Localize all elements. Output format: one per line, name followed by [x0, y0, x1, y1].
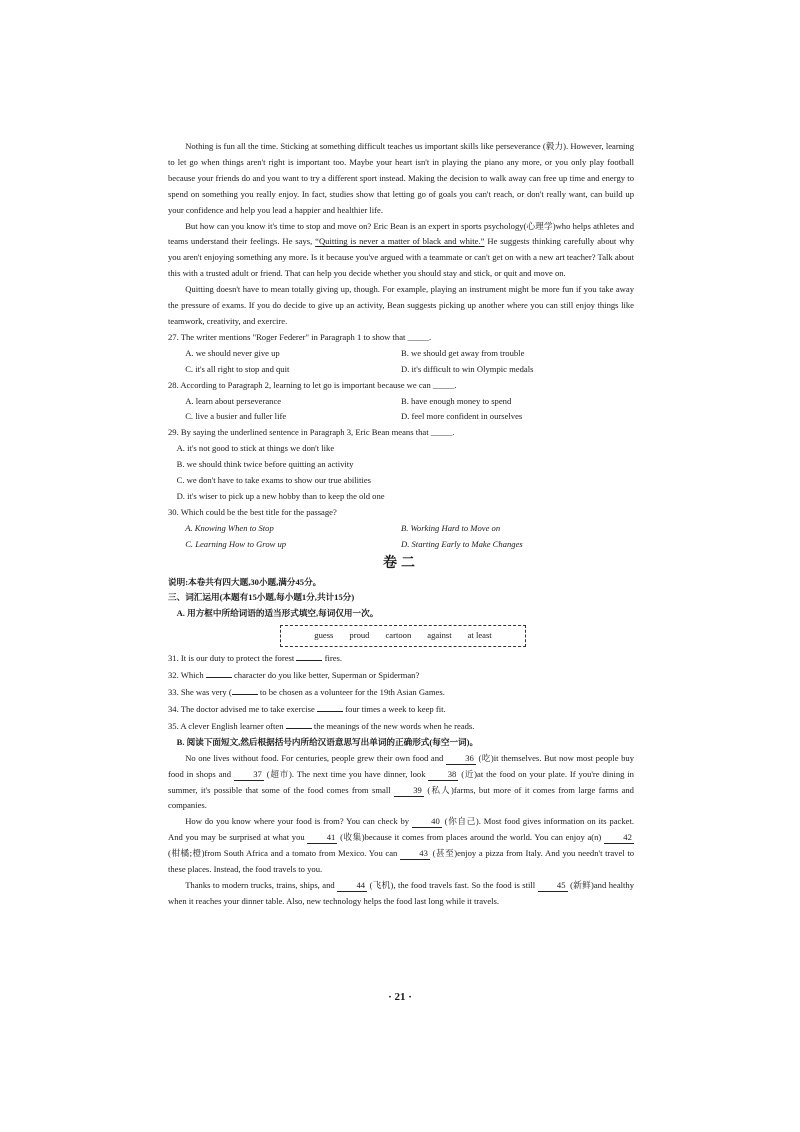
- question-29: [168, 425, 634, 505]
- cloze-text: (近)at the food on your plate. If you're dining in summer, it's possible that some of the food comes from small: [168, 768, 634, 795]
- cloze-text: How do you know where your food is from? You can check by: [185, 816, 410, 827]
- word-bank-box: [280, 625, 526, 647]
- fill-item-31: [168, 650, 634, 667]
- paragraph-2-rest: He suggests thinking carefully about why you aren't enjoying something any more. Is it because you've argued with a teammate or can't get on with a new art teacher? Talk about this with a trusted adult or friend. That can help you decide whether you should stay and stick, or quit and move on.: [168, 236, 634, 279]
- cloze-text: (新鲜)and healthy when it reaches your dinner table. Also, new technology helps the food last long while it travels.: [168, 879, 635, 906]
- section-title: 卷二: [383, 555, 419, 571]
- cloze-text: (飞机), the food travels fast. So the food is still: [369, 879, 536, 890]
- word-bank-item: at least: [467, 630, 492, 641]
- option-d: D. it's wiser to pick up a new hobby than to keep the old one: [176, 490, 385, 501]
- question-28: [168, 378, 634, 426]
- option-c: C. Learning How to Grow up: [185, 538, 287, 549]
- blank-37[interactable]: 37: [234, 768, 264, 781]
- option-b: B. Working Hard to Move on: [401, 522, 501, 533]
- blank-42[interactable]: 42: [604, 831, 634, 844]
- option-d: D. feel more confident in ourselves: [401, 411, 523, 422]
- cloze-text: No one lives without food. For centuries, people grew their own food and: [185, 752, 444, 763]
- blank-40[interactable]: 40: [412, 815, 442, 828]
- cloze-paragraph-2: [168, 814, 634, 878]
- question-stem: 29. By saying the underlined sentence in Paragraph 3, Eric Bean means that _____.: [168, 427, 455, 438]
- cloze-text: (超市). The next time you have dinner, look: [266, 768, 426, 779]
- underlined-sentence: “Quitting is never a matter of black and white.”: [315, 236, 485, 247]
- part-3-heading: 三、词汇运用(本题有15小题,每小题1分,共计15分): [168, 592, 355, 603]
- question-stem: 28. According to Paragraph 2, learning to let go is important because we can _____.: [168, 379, 457, 390]
- word-bank-item: proud: [349, 630, 370, 641]
- fill-item-35: [168, 718, 634, 735]
- blank-45[interactable]: 45: [538, 879, 568, 892]
- fill-suffix: four times a week to keep fit.: [345, 704, 446, 714]
- option-c: C. live a busier and fuller life: [185, 411, 287, 422]
- question-30: [168, 505, 634, 553]
- cloze-text: (柑橘;橙)from South Africa and a tomato from Mexico. You can: [168, 848, 398, 859]
- option-c: C. it's all right to stop and quit: [185, 363, 290, 374]
- option-b: B. we should get away from trouble: [401, 347, 525, 358]
- fill-item-32: [168, 667, 634, 684]
- passage-paragraph-3: Quitting doesn't have to mean totally giving up, though. For example, playing an instrument might be more fun if you take away the pressure of exams. If you do decide to give up an activity, Bean suggests picking up another where you can still enjoy things like teamwork, creativity, and exercire.: [168, 284, 634, 326]
- option-a: A. Knowing When to Stop: [185, 522, 274, 533]
- fill-prefix: 35. A clever English learner often: [168, 720, 284, 731]
- fill-suffix: to be chosen as a volunteer for the 19th Asian Games.: [259, 687, 445, 698]
- blank-39[interactable]: 39: [394, 784, 424, 797]
- cloze-text: (收集)because it comes from places around the world. You can enjoy a(n): [340, 832, 602, 843]
- option-d: D. Starting Early to Make Changes: [401, 538, 523, 549]
- section-note: 说明:本卷共有四大题,30小题,满分45分。: [168, 576, 322, 587]
- option-b: B. have enough money to spend: [401, 395, 512, 406]
- cloze-text: (私人)farms, but more of it comes from large farms and companies.: [168, 784, 634, 811]
- paragraph-2-intro: But how can you know it's time to stop and move on? Eric Bean is an expert in sports psychology(心理学)who helps athletes and teams understand their feelings. He says,: [168, 220, 634, 247]
- option-a: A. learn about perseverance: [185, 395, 282, 406]
- page-number: · 21 ·: [388, 991, 412, 1003]
- answer-blank[interactable]: [317, 701, 343, 712]
- word-bank-item: against: [427, 630, 452, 641]
- option-b: B. we should think twice before quitting an activity: [176, 459, 354, 470]
- blank-38[interactable]: 38: [428, 768, 458, 781]
- question-stem: 30. Which could be the best title for the passage?: [168, 506, 337, 517]
- word-bank-item: cartoon: [385, 630, 412, 641]
- question-stem: 27. The writer mentions "Roger Federer" in Paragraph 1 to show that _____.: [168, 331, 432, 342]
- passage-paragraph-2: [168, 219, 634, 283]
- blank-44[interactable]: 44: [337, 879, 367, 892]
- part-b-instruction: B. 阅读下面短文,然后根据括号内所给汉语意思写出单词的正确形式(每空一词)。: [176, 736, 479, 747]
- fill-suffix: fires.: [324, 653, 342, 664]
- answer-blank[interactable]: [206, 667, 232, 678]
- answer-blank[interactable]: [286, 718, 312, 729]
- question-27: [168, 330, 634, 378]
- cloze-text: (甚至)enjoy a pizza from Italy. And you needn't travel to these places. Instead, the food travels to you.: [168, 848, 635, 875]
- fill-prefix: 31. It is our duty to protect the forest: [168, 653, 295, 664]
- passage-paragraph-1: Nothing is fun all the time. Sticking at something difficult teaches us important skills like perseverance (毅力). However, learning to let go when things aren't right is important too. Maybe your heart isn't in playing the piano any more, or you only play football because your friends do and you want to try a different sport instead. Making the decision to walk away can free up time and energy to spend on something you really enjoy. In fact, studies show that letting go of goals you can't reach, or don't really want, can build up your confidence and help you lead a happier and healthier life.: [168, 141, 634, 215]
- cloze-paragraph-3: [168, 878, 634, 910]
- option-c: C. we don't have to take exams to show our true abilities: [176, 475, 371, 486]
- part-a-instruction: A. 用方框中所给词语的适当形式填空,每词仅用一次。: [176, 608, 379, 619]
- fill-item-33: [168, 684, 634, 701]
- option-a: A. we should never give up: [185, 347, 280, 358]
- page-content: [168, 139, 634, 910]
- answer-blank[interactable]: [232, 684, 258, 695]
- option-d: D. it's difficult to win Olympic medals: [401, 363, 534, 374]
- fill-prefix: 32. Which: [168, 670, 204, 681]
- fill-prefix: 33. She was very (: [168, 687, 232, 698]
- cloze-paragraph-1: [168, 751, 634, 815]
- answer-blank[interactable]: [296, 650, 322, 661]
- cloze-text: Thanks to modern trucks, trains, ships, and: [185, 879, 335, 890]
- blank-36[interactable]: 36: [446, 752, 476, 765]
- fill-suffix: the meanings of the new words when he reads.: [313, 720, 475, 731]
- cloze-text: (吃)it themselves. But now most people buy food in shops and: [168, 752, 635, 779]
- word-bank-item: guess: [314, 630, 334, 641]
- blank-43[interactable]: 43: [400, 847, 430, 860]
- fill-suffix: character do you like better, Superman or Spiderman?: [233, 670, 420, 681]
- blank-41[interactable]: 41: [307, 831, 337, 844]
- option-a: A. it's not good to stick at things we don't like: [176, 443, 335, 454]
- fill-prefix: 34. The doctor advised me to take exercise: [168, 704, 315, 714]
- fill-item-34: [168, 701, 634, 718]
- cloze-text: (你自己). Most food gives information on its packet. And you may be surprised at what you: [168, 816, 634, 843]
